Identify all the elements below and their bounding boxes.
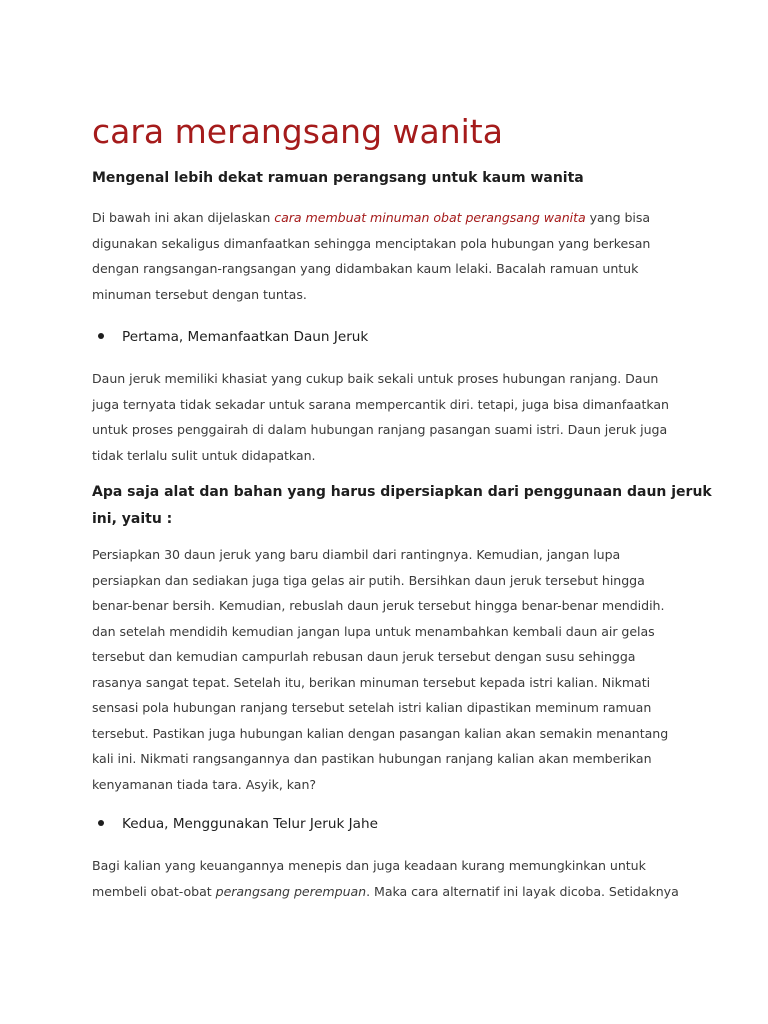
bullet-item-1: [92, 326, 368, 348]
intro-text-after-link: yang bisa: [585, 210, 651, 225]
paragraph-persiapan: [92, 542, 686, 797]
intro-text-before-link: Di bawah ini akan dijelaskan: [92, 210, 275, 225]
paragraph-line: Daun jeruk memiliki khasiat yang cukup baik sekali untuk proses hubungan ranjang. Daun: [92, 371, 659, 386]
paragraph-line: dan setelah mendidih kemudian jangan lupa untuk menambahkan kembali daun air gelas: [92, 623, 655, 639]
paragraph-line: benar-benar bersih. Kemudian, rebuslah daun jeruk tersebut hingga benar-benar mendidih.: [92, 598, 665, 613]
paragraph-line: kali ini. Nikmati rangsangannya dan pastikan hubungan ranjang kalian akan memberikan: [92, 751, 652, 766]
paragraph-line: Bagi kalian yang keuangannya menepis dan juga keadaan kurang memungkinkan untuk: [92, 858, 646, 873]
paragraph-line: tersebut. Pastikan juga hubungan kalian dengan pasangan kalian akan semakin menantang: [92, 725, 669, 741]
paragraph-line: sensasi pola hubungan ranjang tersebut setelah istri kalian dipastikan meminum ramuan: [92, 700, 652, 715]
section-heading: [92, 479, 712, 533]
paragraph-line: [92, 879, 686, 905]
page-title: cara merangsang wanita: [92, 112, 503, 151]
bullet-dot-icon: [98, 333, 104, 339]
intro-paragraph: [92, 205, 686, 307]
paragraph-line: tidak terlalu sulit untuk didapatkan.: [92, 447, 316, 463]
text-after-emphasis: . Maka cara alternatif ini layak dicoba. Setidaknya: [366, 883, 679, 899]
paragraph-line: persiapkan dan sediakan juga tiga gelas air putih. Bersihkan daun jeruk tersebut hingga: [92, 572, 645, 588]
intro-line-1: [92, 205, 686, 231]
heading-line: ini, yaitu :: [92, 511, 173, 527]
bullet-item-2-label: Kedua, Menggunakan Telur Jeruk Jahe: [122, 816, 378, 832]
subtitle: Mengenal lebih dekat ramuan perangsang untuk kaum wanita: [92, 170, 584, 186]
intro-line-3: dengan rangsangan-rangsangan yang didambakan kaum lelaki. Bacalah ramuan untuk: [92, 261, 639, 276]
paragraph-line: tersebut dan kemudian campurlah rebusan daun jeruk tersebut dengan susu sehingga: [92, 649, 636, 664]
paragraph-line: kenyamanan tiada tara. Asyik, kan?: [92, 776, 317, 792]
paragraph-line: Persiapkan 30 daun jeruk yang baru diambil dari rantingnya. Kemudian, jangan lupa: [92, 547, 621, 562]
paragraph-daun-jeruk: [92, 366, 686, 468]
paragraph-line: untuk proses penggairah di dalam hubungan ranjang pasangan suami istri. Daun jeruk juga: [92, 422, 668, 437]
intro-line-2: digunakan sekaligus dimanfaatkan sehingga menciptakan pola hubungan yang berkesan: [92, 235, 651, 251]
intro-link[interactable]: cara membuat minuman obat perangsang wanita: [274, 210, 586, 225]
paragraph-line: rasanya sangat tepat. Setelah itu, berikan minuman tersebut kepada istri kalian. Nikmati: [92, 674, 651, 690]
emphasis-text: perangsang perempuan: [215, 883, 367, 899]
text-before-emphasis: membeli obat-obat: [92, 883, 216, 899]
bullet-item-2: [92, 813, 378, 835]
paragraph-line: juga ternyata tidak sekadar untuk sarana mempercantik diri. tetapi, juga bisa dimanfaatkan: [92, 396, 669, 412]
intro-line-4: minuman tersebut dengan tuntas.: [92, 286, 307, 302]
heading-line: Apa saja alat dan bahan yang harus dipersiapkan dari penggunaan daun jeruk: [92, 484, 712, 500]
bullet-dot-icon: [98, 820, 104, 826]
bullet-item-1-label: Pertama, Memanfaatkan Daun Jeruk: [122, 329, 369, 345]
paragraph-telur-jeruk-jahe: [92, 853, 686, 904]
